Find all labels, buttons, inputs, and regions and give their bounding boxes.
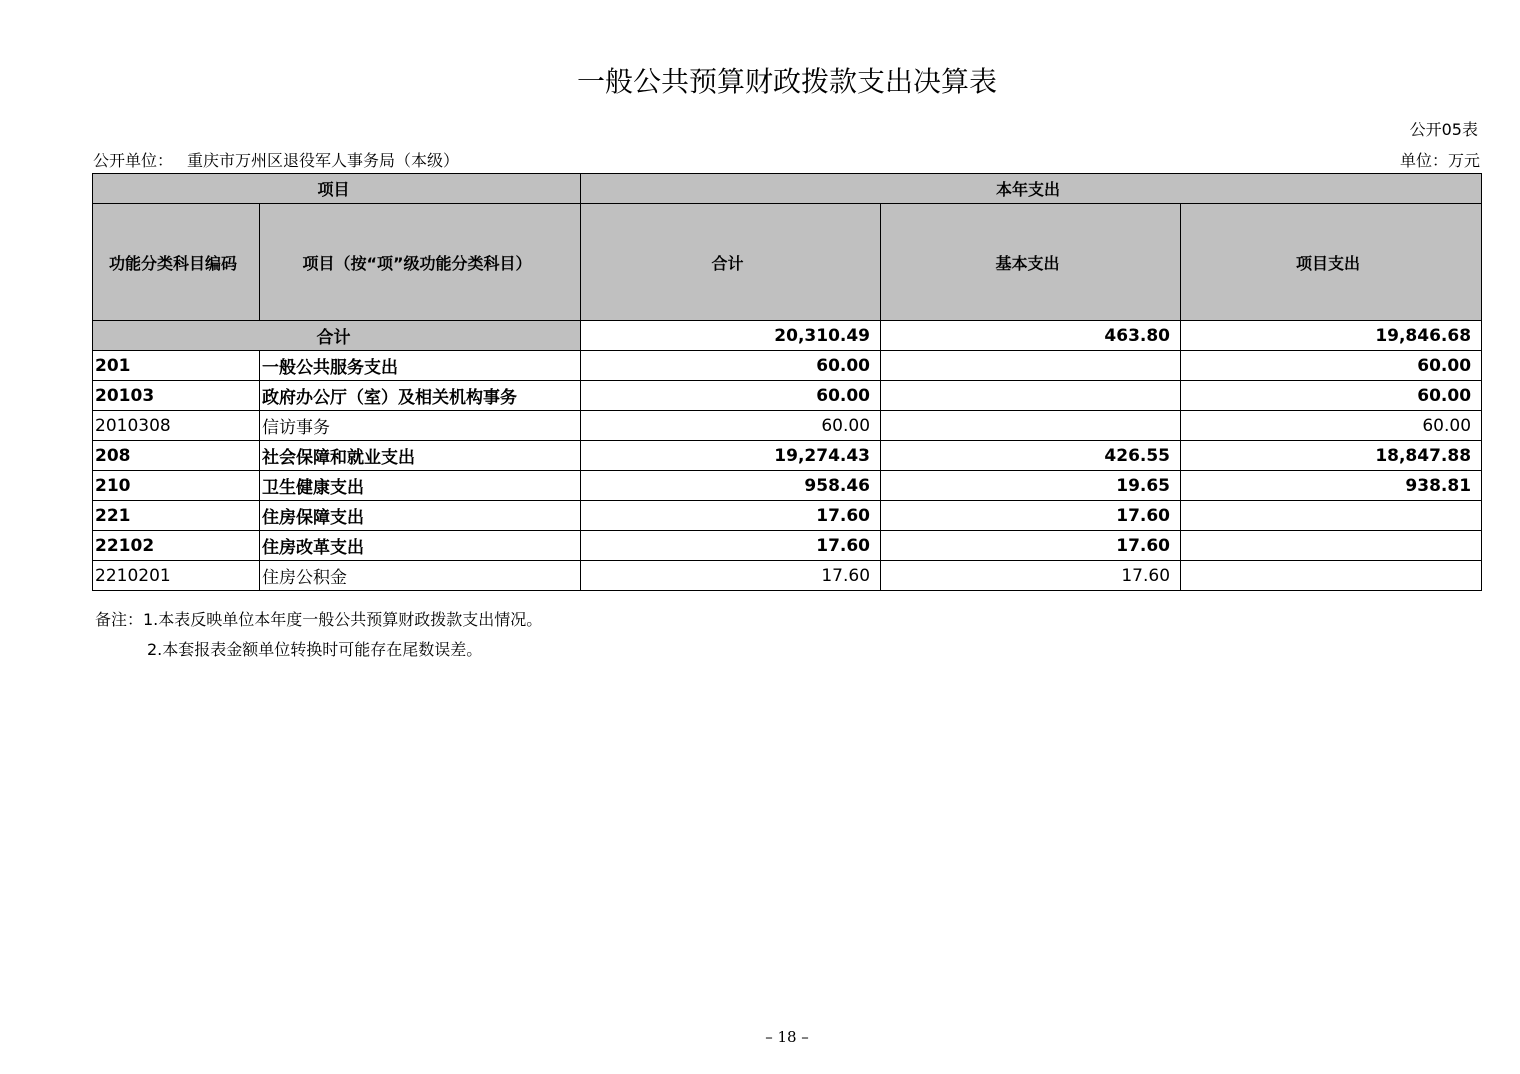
row-code: 210 (93, 471, 260, 501)
total-label: 合计 (93, 321, 581, 351)
row-project: 60.00 (1181, 411, 1482, 441)
row-basic: 17.60 (881, 561, 1181, 591)
row-project: 60.00 (1181, 381, 1482, 411)
note-2: 2.本套报表金额单位转换时可能存在尾数误差。 (147, 640, 483, 659)
row-code: 2210201 (93, 561, 260, 591)
header-item-detail: 项目（按“项”级功能分类科目） (260, 204, 581, 321)
row-basic (881, 381, 1181, 411)
unit-label: 公开单位： (93, 151, 174, 170)
unit-line (93, 148, 1480, 171)
table-row (93, 351, 1482, 381)
row-total: 60.00 (581, 381, 881, 411)
row-total: 19,274.43 (581, 441, 881, 471)
form-number: 公开05表 (1409, 120, 1478, 139)
row-project (1181, 501, 1482, 531)
row-basic: 426.55 (881, 441, 1181, 471)
note-1: 备注：1.本表反映单位本年度一般公共预算财政拨款支出情况。 (95, 610, 543, 629)
row-code: 20103 (93, 381, 260, 411)
row-total: 958.46 (581, 471, 881, 501)
table-row (93, 441, 1482, 471)
table-row (93, 381, 1482, 411)
total-basic: 463.80 (881, 321, 1181, 351)
notes (95, 605, 542, 665)
row-name: 信访事务 (260, 411, 581, 441)
row-project (1181, 531, 1482, 561)
header-code: 功能分类科目编码 (93, 204, 260, 321)
row-name: 住房公积金 (260, 561, 581, 591)
total-total: 20,310.49 (581, 321, 881, 351)
row-total: 17.60 (581, 531, 881, 561)
row-code: 208 (93, 441, 260, 471)
row-project: 938.81 (1181, 471, 1482, 501)
row-basic: 17.60 (881, 501, 1181, 531)
table-row (93, 471, 1482, 501)
unit-name: 重庆市万州区退役军人事务局（本级） (187, 151, 460, 170)
reporting-unit (93, 148, 459, 171)
page-title: 一般公共预算财政拨款支出决算表 (576, 65, 997, 98)
row-code: 201 (93, 351, 260, 381)
expenditure-table (92, 173, 1482, 591)
row-name: 社会保障和就业支出 (260, 441, 581, 471)
row-total: 60.00 (581, 411, 881, 441)
page-number: – 18 – (765, 1028, 809, 1046)
row-basic (881, 351, 1181, 381)
total-row (93, 321, 1482, 351)
row-total: 17.60 (581, 501, 881, 531)
header-project: 项目支出 (1181, 204, 1482, 321)
row-basic: 19.65 (881, 471, 1181, 501)
row-name: 一般公共服务支出 (260, 351, 581, 381)
row-code: 22102 (93, 531, 260, 561)
row-name: 住房保障支出 (260, 501, 581, 531)
total-project: 19,846.68 (1181, 321, 1482, 351)
row-code: 2010308 (93, 411, 260, 441)
table-row (93, 501, 1482, 531)
table-row (93, 411, 1482, 441)
row-basic (881, 411, 1181, 441)
row-name: 住房改革支出 (260, 531, 581, 561)
row-code: 221 (93, 501, 260, 531)
row-project: 18,847.88 (1181, 441, 1482, 471)
table-row (93, 531, 1482, 561)
table-row (93, 561, 1482, 591)
header-item: 项目 (93, 174, 581, 204)
header-total: 合计 (581, 204, 881, 321)
row-total: 60.00 (581, 351, 881, 381)
row-project (1181, 561, 1482, 591)
row-total: 17.60 (581, 561, 881, 591)
currency-unit: 单位：万元 (1399, 151, 1480, 170)
row-name: 卫生健康支出 (260, 471, 581, 501)
table-body (93, 321, 1482, 591)
row-project: 60.00 (1181, 351, 1482, 381)
row-basic: 17.60 (881, 531, 1181, 561)
header-basic: 基本支出 (881, 204, 1181, 321)
header-current-year: 本年支出 (581, 174, 1482, 204)
row-name: 政府办公厅（室）及相关机构事务 (260, 381, 581, 411)
